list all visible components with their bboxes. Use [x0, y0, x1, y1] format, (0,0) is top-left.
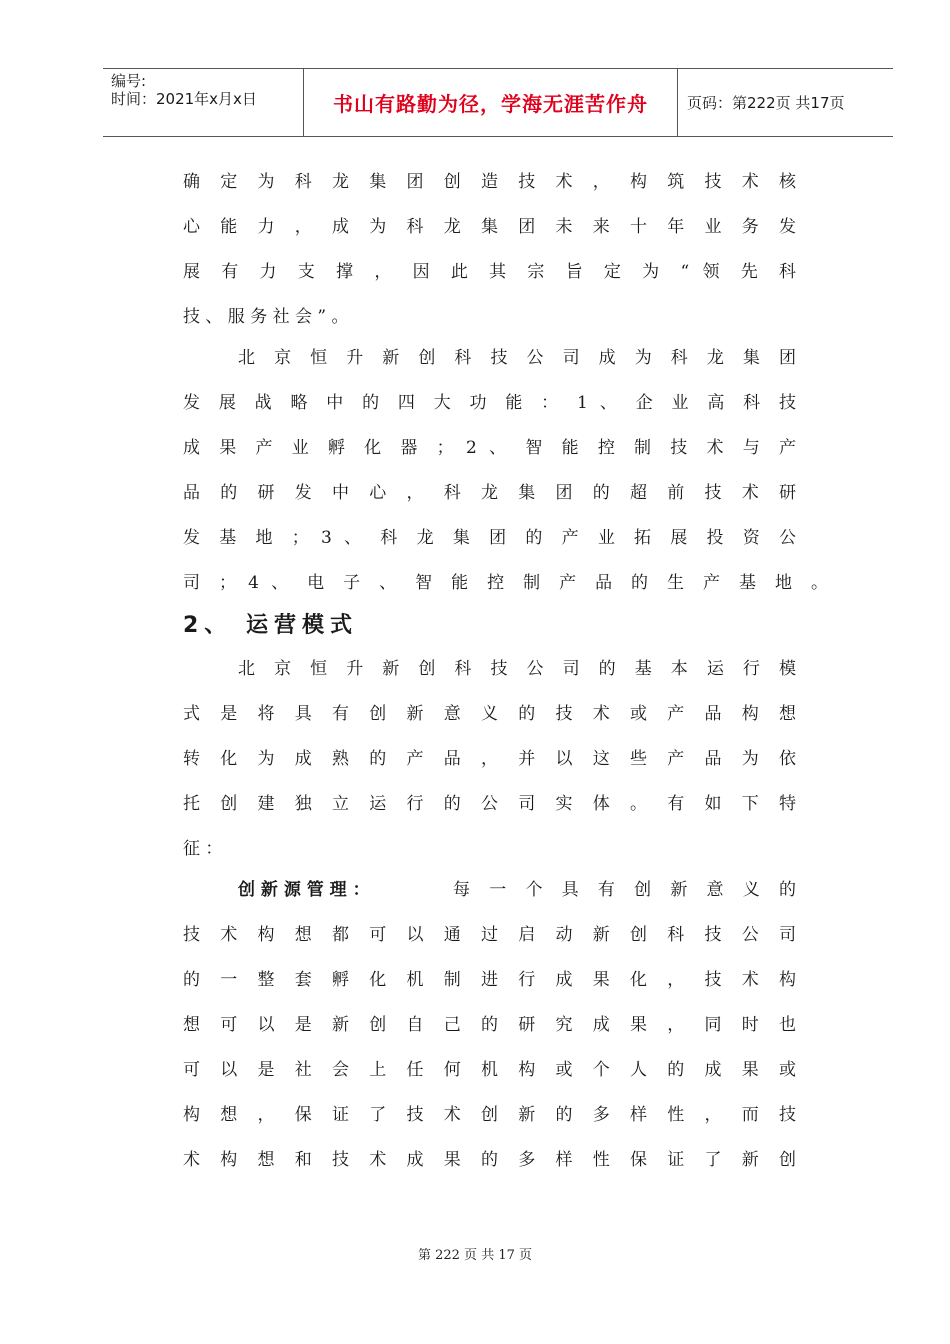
header-motto-cell: [304, 69, 678, 136]
body-line: 征 ：: [183, 839, 223, 859]
body-line: 可 以 是 社 会 上 任 何 机 构 或 个 人 的 成 果 或: [183, 1060, 796, 1080]
motto-text: 书山有路勤为径，学海无涯苦作舟: [333, 92, 648, 116]
body-line: 想 可 以 是 新 创 自 己 的 研 究 成 果 ， 同 时 也: [183, 1015, 796, 1035]
body-line: 北 京 恒 升 新 创 科 技 公 司 的 基 本 运 行 模: [238, 659, 796, 679]
body-line: 成 果 产 业 孵 化 器 ； 2 、 智 能 控 制 技 术 与 产: [183, 438, 796, 458]
body-line: 的 一 整 套 孵 化 机 制 进 行 成 果 化 ， 技 术 构: [183, 970, 796, 990]
number-label: 编号:: [111, 72, 147, 90]
body-line: 转 化 为 成 熟 的 产 品 ， 并 以 这 些 产 品 为 依: [183, 749, 796, 769]
body-line: 托 创 建 独 立 运 行 的 公 司 实 体 。 有 如 下 特: [183, 794, 796, 814]
body-line: 发 展 战 略 中 的 四 大 功 能 ： 1 、 企 业 高 科 技: [183, 393, 796, 413]
page-footer: 第 222 页 共 17 页: [417, 1248, 533, 1263]
body-line: 司 ； 4 、 电 子 、 智 能 控 制 产 品 的 生 产 基 地 。: [183, 573, 828, 593]
body-line: 确 定 为 科 龙 集 团 创 造 技 术 ， 构 筑 技 术 核: [183, 172, 796, 192]
body-line: 展 有 力 支 撑 ， 因 此 其 宗 旨 定 为 “ 领 先 科: [183, 262, 796, 282]
body-line: 技 术 构 想 都 可 以 通 过 启 动 新 创 科 技 公 司: [183, 925, 796, 945]
body-line: 构 想 ， 保 证 了 技 术 创 新 的 多 样 性 ， 而 技: [183, 1105, 796, 1125]
body-line: 品 的 研 发 中 心 ， 科 龙 集 团 的 超 前 技 术 研: [183, 483, 796, 503]
bold-lead-text: 创 新 源 管 理 ：: [238, 880, 370, 900]
body-line: 每 一 个 具 有 创 新 意 义 的: [453, 880, 796, 900]
header-meta-cell: [103, 69, 304, 136]
body-line: 术 构 想 和 技 术 成 果 的 多 样 性 保 证 了 新 创: [183, 1150, 796, 1170]
body-line: 北 京 恒 升 新 创 科 技 公 司 成 为 科 龙 集 团: [238, 348, 796, 368]
page-header: [103, 68, 893, 137]
body-line: 发 基 地 ； 3 、 科 龙 集 团 的 产 业 拓 展 投 资 公: [183, 528, 796, 548]
time-label: 时间：2021年x月x日: [111, 90, 257, 108]
section-heading: 2、 运营模式: [183, 613, 358, 638]
header-page-cell: [687, 69, 893, 136]
page-info: 页码：第222页 共17页: [687, 94, 845, 112]
bold-lead-in: [238, 868, 488, 913]
body-line: 式 是 将 具 有 创 新 意 义 的 技 术 或 产 品 构 想: [183, 704, 796, 724]
body-line: 心 能 力 ， 成 为 科 龙 集 团 未 来 十 年 业 务 发: [183, 217, 796, 237]
body-line: 技 、 服 务 社 会 ” 。: [183, 307, 349, 327]
